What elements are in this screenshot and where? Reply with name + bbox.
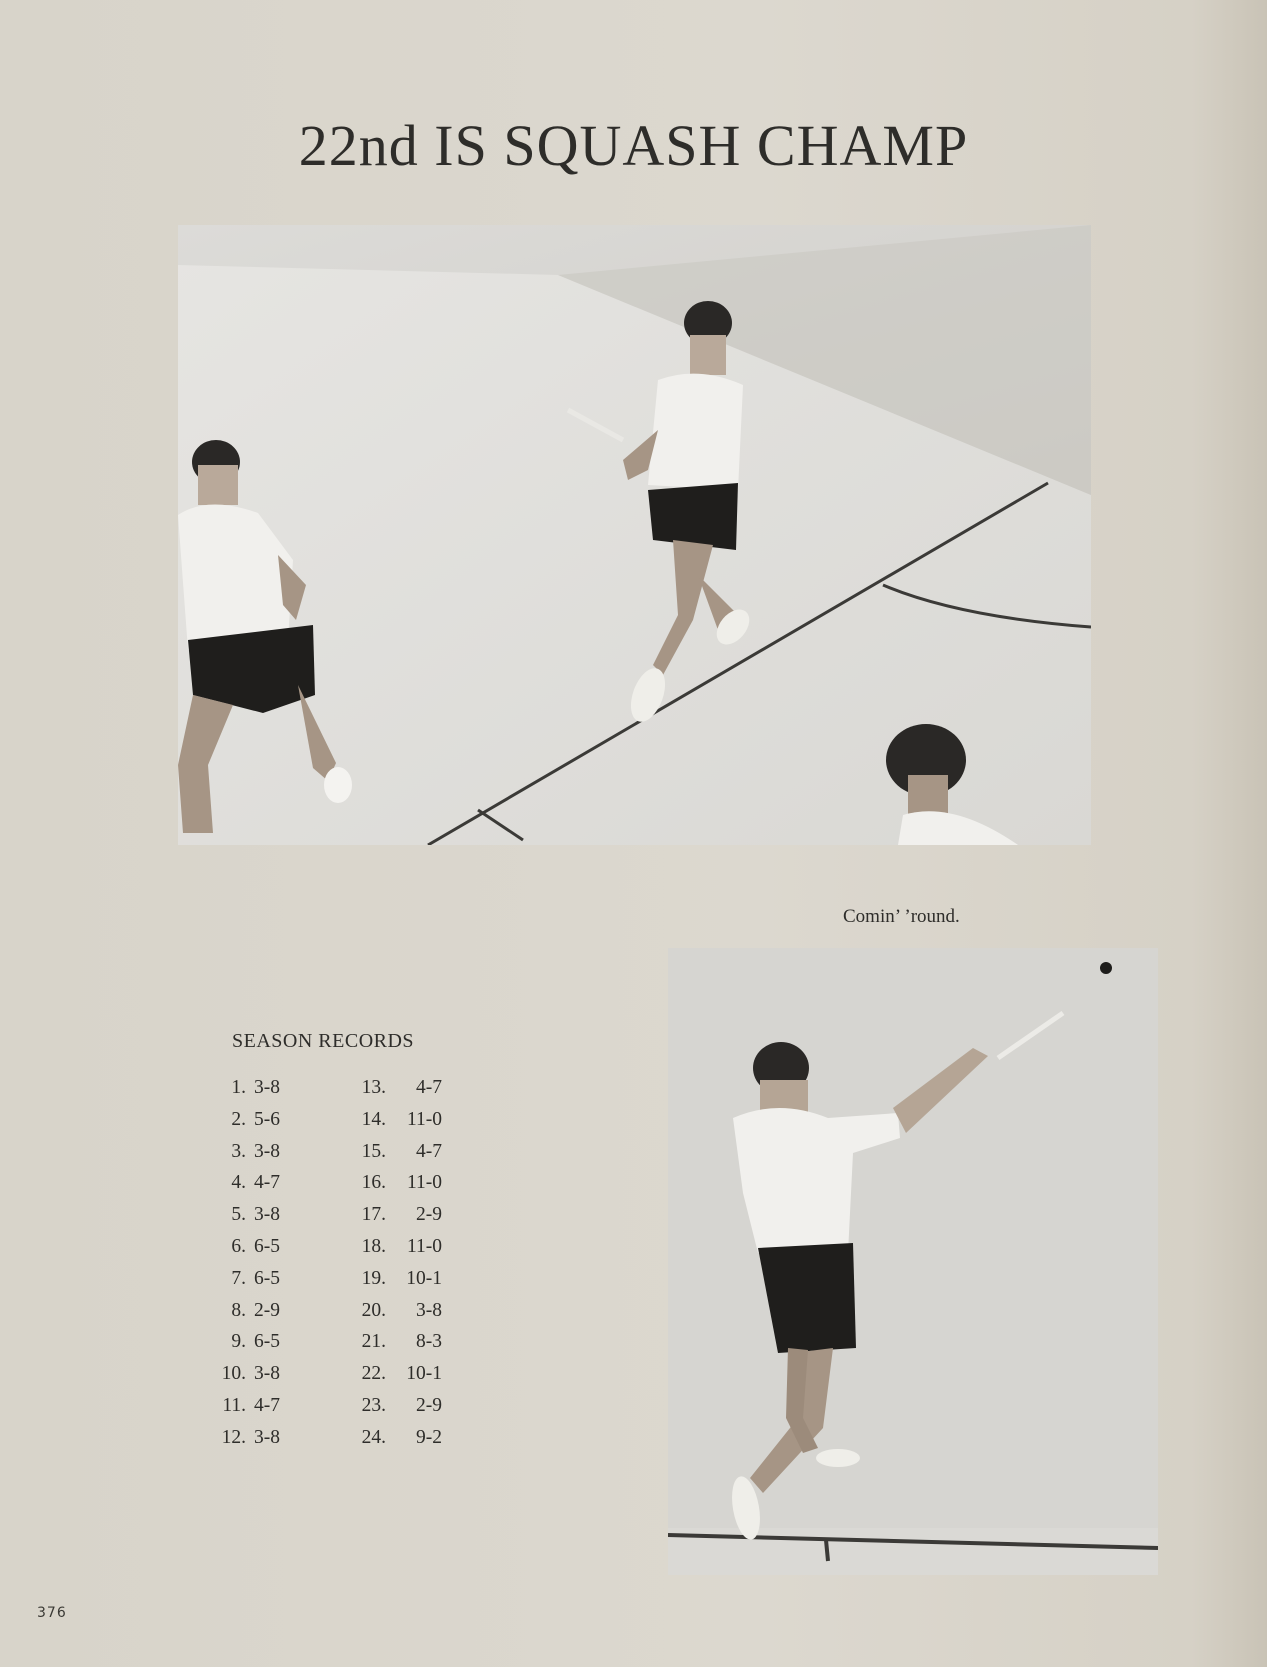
record-value: 10-1 [406, 1363, 442, 1385]
record-value: 6-5 [254, 1331, 280, 1353]
record-value: 3-8 [416, 1299, 442, 1321]
record-row [200, 1167, 320, 1199]
record-row [340, 1072, 480, 1104]
record-row [200, 1104, 320, 1136]
record-number: 4. [231, 1172, 246, 1194]
record-row [340, 1231, 480, 1263]
record-value: 9-2 [416, 1426, 442, 1448]
record-value: 11-0 [406, 1172, 442, 1194]
record-row [200, 1231, 320, 1263]
record-number: 8. [231, 1299, 246, 1321]
record-number: 15. [361, 1140, 386, 1162]
record-number: 9. [231, 1331, 246, 1353]
bottom-photo [668, 948, 1158, 1575]
record-row [340, 1390, 480, 1422]
record-row [340, 1104, 480, 1136]
record-value: 4-7 [416, 1077, 442, 1098]
record-row [340, 1199, 480, 1231]
record-value: 3-8 [254, 1426, 280, 1448]
record-value: 2-9 [254, 1299, 280, 1321]
record-number: 21. [361, 1331, 386, 1353]
record-value: 6-5 [254, 1235, 280, 1257]
record-row [200, 1422, 320, 1454]
record-row [340, 1167, 480, 1199]
record-row [340, 1326, 480, 1358]
page-number: 376 [37, 1605, 67, 1621]
record-number: 10. [221, 1363, 246, 1385]
record-number: 11. [222, 1394, 246, 1416]
record-value: 11-0 [406, 1235, 442, 1257]
record-row [340, 1358, 480, 1390]
squash-swing-photo [668, 948, 1158, 1575]
record-row [200, 1295, 320, 1327]
record-number: 14. [361, 1108, 386, 1130]
record-row [200, 1136, 320, 1168]
record-row [340, 1422, 480, 1454]
squash-ball [1100, 962, 1112, 974]
record-number: 6. [231, 1235, 246, 1257]
record-value: 6-5 [254, 1267, 280, 1289]
record-number: 12. [221, 1426, 246, 1448]
record-number: 20. [361, 1299, 386, 1321]
record-number: 1. [231, 1077, 246, 1098]
record-row [340, 1136, 480, 1168]
record-number: 19. [361, 1267, 386, 1289]
record-value: 2-9 [416, 1204, 442, 1226]
season-records-heading: SEASON RECORDS [232, 1030, 415, 1052]
record-number: 5. [231, 1204, 246, 1226]
record-value: 4-7 [254, 1394, 280, 1416]
page-title: 22nd IS SQUASH CHAMP [298, 113, 969, 178]
record-row [200, 1263, 320, 1295]
record-number: 16. [361, 1172, 386, 1194]
records-column-left [200, 1072, 320, 1454]
record-value: 3-8 [254, 1077, 280, 1098]
record-number: 3. [231, 1140, 246, 1162]
photo-caption: Comin’ ’round. [843, 906, 960, 927]
record-value: 4-7 [254, 1172, 280, 1194]
record-value: 8-3 [416, 1331, 442, 1353]
record-number: 18. [361, 1235, 386, 1257]
record-value: 4-7 [416, 1140, 442, 1162]
record-value: 3-8 [254, 1363, 280, 1385]
record-value: 3-8 [254, 1140, 280, 1162]
record-number: 13. [361, 1077, 386, 1098]
top-photo [178, 225, 1091, 845]
record-number: 2. [231, 1108, 246, 1130]
record-row [340, 1295, 480, 1327]
record-row [200, 1199, 320, 1231]
record-value: 11-0 [406, 1108, 442, 1130]
record-value: 3-8 [254, 1204, 280, 1226]
record-number: 24. [361, 1426, 386, 1448]
record-row [200, 1358, 320, 1390]
record-value: 10-1 [406, 1267, 442, 1289]
record-value: 5-6 [254, 1108, 280, 1130]
record-number: 7. [231, 1267, 246, 1289]
record-row [340, 1263, 480, 1295]
record-value: 2-9 [416, 1394, 442, 1416]
squash-court-photo [178, 225, 1091, 845]
record-row [200, 1390, 320, 1422]
record-number: 23. [361, 1394, 386, 1416]
record-number: 22. [361, 1363, 386, 1385]
records-column-right [340, 1072, 480, 1454]
record-number: 17. [361, 1204, 386, 1226]
record-row [200, 1326, 320, 1358]
record-row [200, 1072, 320, 1104]
